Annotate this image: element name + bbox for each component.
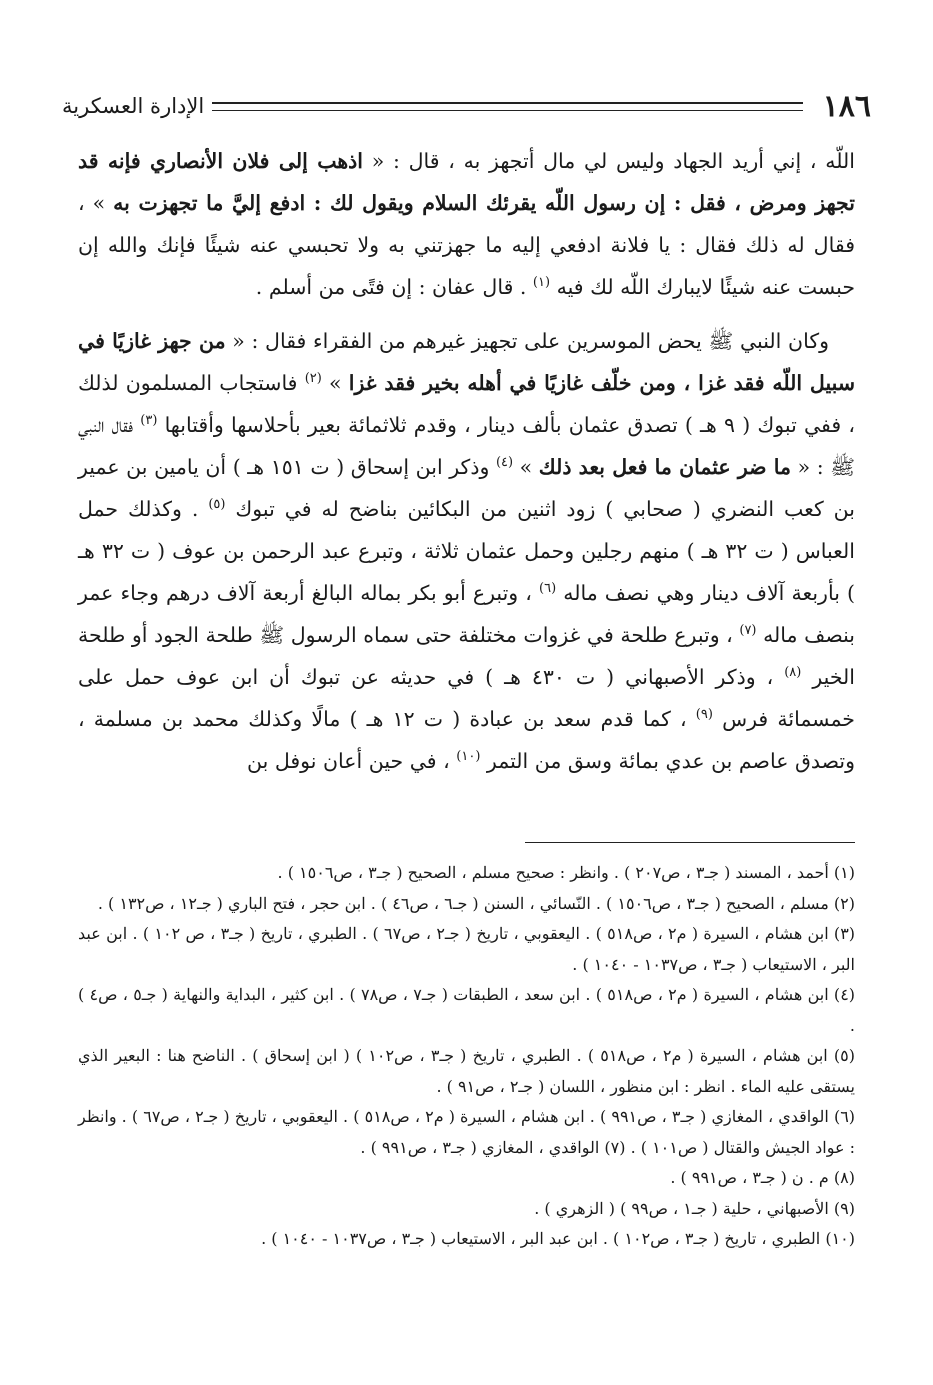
text-run: وذكر ابن إسحاق ( ت ١٥١ هـ ) أن يامين بن عمير بن كعب النضري ( صحابي ) زود اثنين من البكائين بناضح له في تبوك bbox=[78, 455, 855, 521]
text-run: فقال النبي ﷺ : « bbox=[78, 413, 855, 479]
footnote: (١) أحمد ، المسند ( جـ٣ ، ص٢٠٧ ) . وانظر : صحيح مسلم ، الصحيح ( جـ٣ ، ص١٥٠٦ ) . bbox=[277, 863, 855, 882]
footnote-ref: (١) bbox=[532, 275, 551, 291]
footnote-ref: (٤) bbox=[495, 455, 514, 471]
text-run: . قال عفان : إن فتًى من أسلم . bbox=[255, 275, 533, 299]
main-text bbox=[78, 140, 855, 782]
text-run: » ، فقال له ذلك فقال : يا فلانة ادفعي إليه ما جهزتني به ولا تحبسي عنه شيئًا فإنك والله إن حبست عنه شيئًا لايبارك اللّه لك فيه bbox=[78, 191, 855, 299]
text-run: ، وتبرع أبو بكر بماله البالغ أربعة آلاف درهم وجاء عمر بنصف ماله bbox=[78, 581, 855, 647]
footnote-ref: (٦) bbox=[539, 581, 557, 597]
text-run: » bbox=[513, 455, 539, 479]
footnote-ref: (٨) bbox=[784, 665, 802, 681]
header-rule bbox=[212, 102, 802, 111]
footnote-ref: (٩) bbox=[695, 707, 713, 723]
footnote-ref: (٣) bbox=[140, 413, 158, 429]
footnote: (٨) م . ن ( جـ٣ ، ص٩٩١ ) . bbox=[670, 1168, 855, 1187]
text-run: ، في حين أعان نوفل بن bbox=[247, 749, 457, 773]
hadith-quote: اذهب إلى فلان الأنصاري فإنه قد تجهز ومرض ، فقل : إن رسول اللّه يقرئك السلام ويقول لك : ادفع إليَّ ما تجهزت به bbox=[78, 149, 855, 215]
text-run: . وكذلك حمل العباس ( ت ٣٢ هـ ) منهم رجلين وحمل عثمان ثلاثة ، وتبرع عبد الرحمن بن عوف ( ت ٣٢ هـ ) بأربعة آلاف دينار وهي نصف ماله bbox=[78, 497, 855, 605]
text-run: فاستجاب المسلمون لذلك ، ففي تبوك ( ٩ هـ ) تصدق عثمان بألف دينار ، وقدم ثلاثمائة بعير بأحلاسها وأقتابها bbox=[78, 371, 855, 437]
paragraph-1 bbox=[78, 140, 855, 308]
text-run: اللّه ، إني أريد الجهاد وليس لي مال أتجهز به ، قال : « bbox=[362, 149, 855, 173]
text-run: ، وذكر الأصبهاني ( ت ٤٣٠ هـ ) في حديثه عن تبوك أن ابن عوف حمل على خمسمائة فرس bbox=[78, 665, 855, 731]
page-header bbox=[62, 86, 871, 126]
footnotes bbox=[78, 858, 855, 1255]
page-number: ١٨٦ bbox=[822, 88, 871, 124]
paragraph-2 bbox=[78, 320, 855, 782]
running-title: الإدارة العسكرية bbox=[62, 94, 205, 118]
footnote: (٤) ابن هشام ، السيرة ( م٢ ، ص٥١٨ ) . ابن سعد ، الطبقات ( جـ٧ ، ص٧٨ ) . ابن كثير ، البداية والنهاية ( جـ٥ ، ص٤ ) . bbox=[78, 985, 856, 1035]
footnote: (٣) ابن هشام ، السيرة ( م٢ ، ص٥١٨ ) . اليعقوبي ، تاريخ ( جـ٢ ، ص٦٧ ) . الطبري ، تاريخ ( جـ٣ ، ص ١٠٢ ) . ابن عبد البر ، الاستيعاب ( جـ٣ ، ص١٠٣٧ - ١٠٤٠ ) . bbox=[78, 924, 856, 974]
footnote-ref: (٧) bbox=[739, 623, 757, 639]
text-run: وكان النبي ﷺ يحض الموسرين على تجهيز غيرهم من الفقراء فقال : « bbox=[225, 329, 829, 353]
footnote: (٢) مسلم ، الصحيح ( جـ٣ ، ص١٥٠٦ ) . النّسائي ، السنن ( جـ٦ ، ص٤٦ ) . ابن حجر ، فتح الباري ( جـ١٢ ، ص١٣٢ ) . bbox=[97, 893, 855, 913]
hadith-quote: من جهز غازيًا في سبيل اللّه فقد غزا ، ومن خلّف غازيًا في أهله بخير فقد غزا bbox=[78, 329, 855, 395]
footnote: (٥) ابن هشام ، السيرة ( م٢ ، ص٥١٨ ) . الطبري ، تاريخ ( جـ٣ ، ص١٠٢ ) ( ابن إسحاق ) . الناضح هنا : البعير الذي يستقى عليه الماء . انظر : ابن منظور ، اللسان ( جـ٢ ، ص٩١ ) . bbox=[78, 1046, 855, 1096]
footnote: (١٠) الطبري ، تاريخ ( جـ٣ ، ص١٠٢ ) . ابن عبد البر ، الاستيعاب ( جـ٣ ، ص١٠٣٧ - ١٠٤٠ ) . bbox=[261, 1229, 855, 1248]
text-run: » bbox=[321, 371, 349, 395]
text-run: ، كما قدم سعد بن عبادة ( ت ١٢ هـ ) مالًا وكذلك محمد بن مسلمة ، وتصدق عاصم بن عدي بمائة وسق من التمر bbox=[78, 707, 855, 773]
footnote-ref: (٥) bbox=[208, 497, 226, 513]
footnote-ref: (١٠) bbox=[456, 749, 481, 765]
footnote: (٦) الواقدي ، المغازي ( جـ٣ ، ص٩٩١ ) . ابن هشام ، السيرة ( م٢ ، ص٥١٨ ) . اليعقوبي ، تاريخ ( جـ٢ ، ص٦٧ ) . وانظر : عواد الجيش والقتال ( ص١٠١ ) . (٧) الواقدي ، المغازي ( جـ٣ ، ص٩٩١ ) . bbox=[78, 1107, 856, 1157]
hadith-quote: ما ضر عثمان ما فعل بعد ذلك bbox=[538, 455, 792, 479]
footnote-ref: (٢) bbox=[304, 371, 322, 387]
footnote-separator bbox=[525, 842, 855, 843]
text-run: ، وتبرع طلحة في غزوات مختلفة حتى سماه الرسول ﷺ طلحة الجود أو طلحة الخير bbox=[78, 623, 855, 689]
footnote: (٩) الأصبهاني ، حلية ( جـ١ ، ص٩٩ ) ( الزهري ) . bbox=[534, 1198, 855, 1218]
